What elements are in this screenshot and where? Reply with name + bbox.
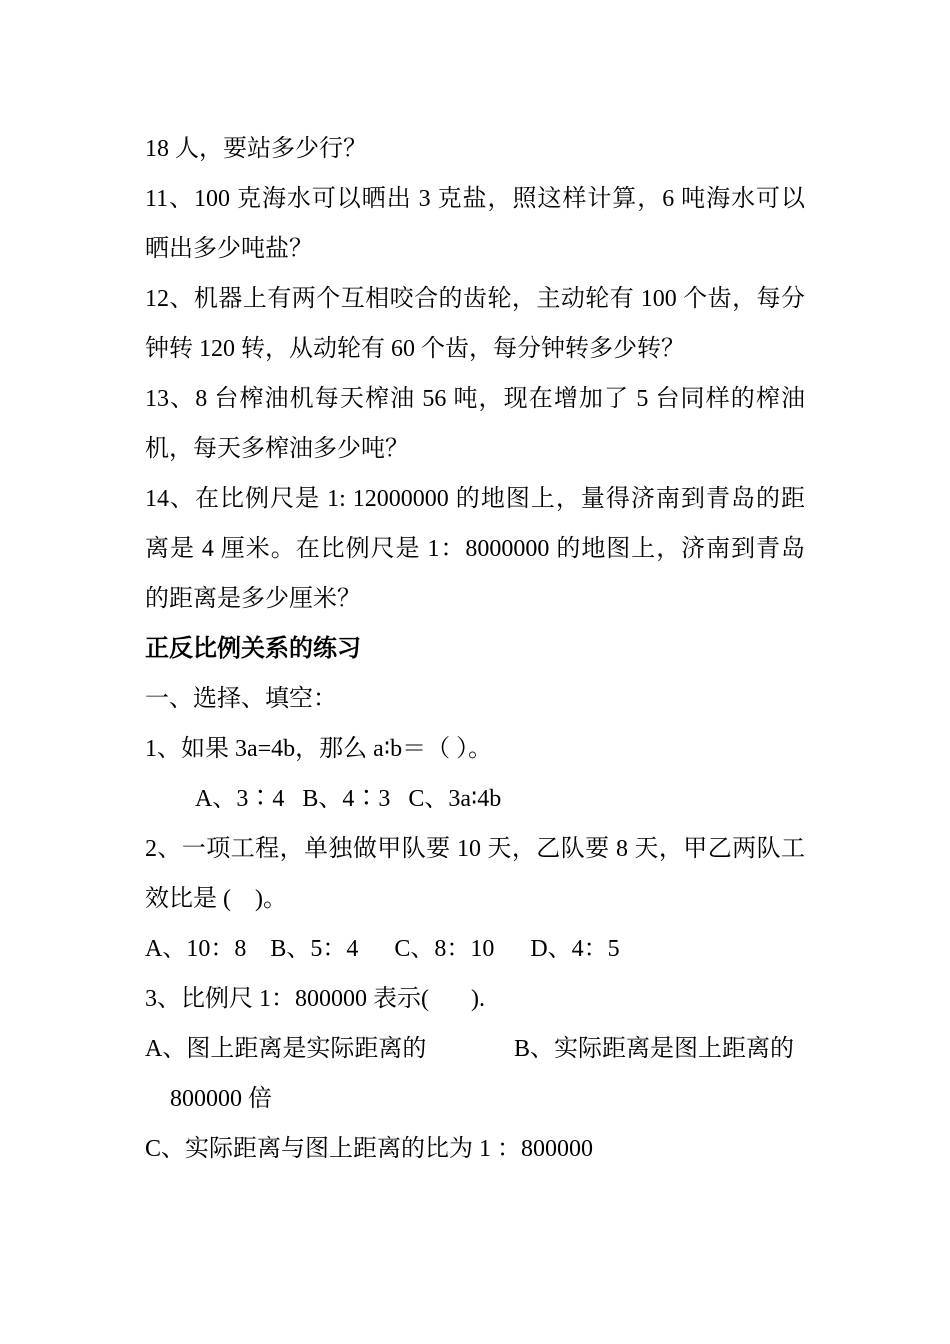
question-3-option-a: A、图上距离是实际距离的 — [145, 1036, 427, 1062]
question-2-line-1: 2、一项工程，单独做甲队要 10 天，乙队要 8 天，甲乙两队工 — [145, 836, 805, 862]
problem-13-line-1: 13、8 台榨油机每天榨油 56 吨，现在增加了 5 台同样的榨油 — [145, 386, 805, 412]
section-heading: 正反比例关系的练习 — [145, 636, 361, 662]
problem-14-line-2: 离是 4 厘米。在比例尺是 1：8000000 的地图上，济南到青岛 — [145, 536, 805, 562]
part-heading: 一、选择、填空： — [145, 686, 337, 712]
question-2-line-2: 效比是 ( )。 — [145, 886, 287, 912]
question-1-options: A、3∶4 B、4∶3 C、3a∶4b — [195, 786, 502, 812]
question-3-option-c: C、实际距离与图上距离的比为 1 ：800000 — [145, 1136, 594, 1162]
problem-12-line-1: 12、机器上有两个互相咬合的齿轮，主动轮有 100 个齿，每分 — [145, 286, 805, 312]
problem-12-line-2: 钟转 120 转，从动轮有 60 个齿，每分钟转多少转？ — [145, 336, 685, 362]
problem-11-line-2: 晒出多少吨盐？ — [145, 236, 313, 262]
problem-14-line-1: 14、在比例尺是 1: 12000000 的地图上，量得济南到青岛的距 — [145, 486, 805, 512]
question-2-options: A、10：8 B、5：4 C、8：10 D、4：5 — [145, 936, 620, 962]
question-3: 3、比例尺 1：800000 表示( ). — [145, 986, 485, 1012]
problem-13-line-2: 机，每天多榨油多少吨？ — [145, 436, 409, 462]
question-1: 1、如果 3a=4b，那么 a∶b＝（ ）。 — [145, 736, 493, 762]
problem-11-line-1: 11、100 克海水可以晒出 3 克盐，照这样计算，6 吨海水可以 — [145, 186, 805, 212]
problem-10-continuation: 18 人，要站多少行？ — [145, 136, 367, 162]
question-3-option-b-continuation: 800000 倍 — [170, 1086, 272, 1112]
question-3-option-b: B、实际距离是图上距离的 — [514, 1036, 795, 1062]
problem-14-line-3: 的距离是多少厘米？ — [145, 586, 361, 612]
